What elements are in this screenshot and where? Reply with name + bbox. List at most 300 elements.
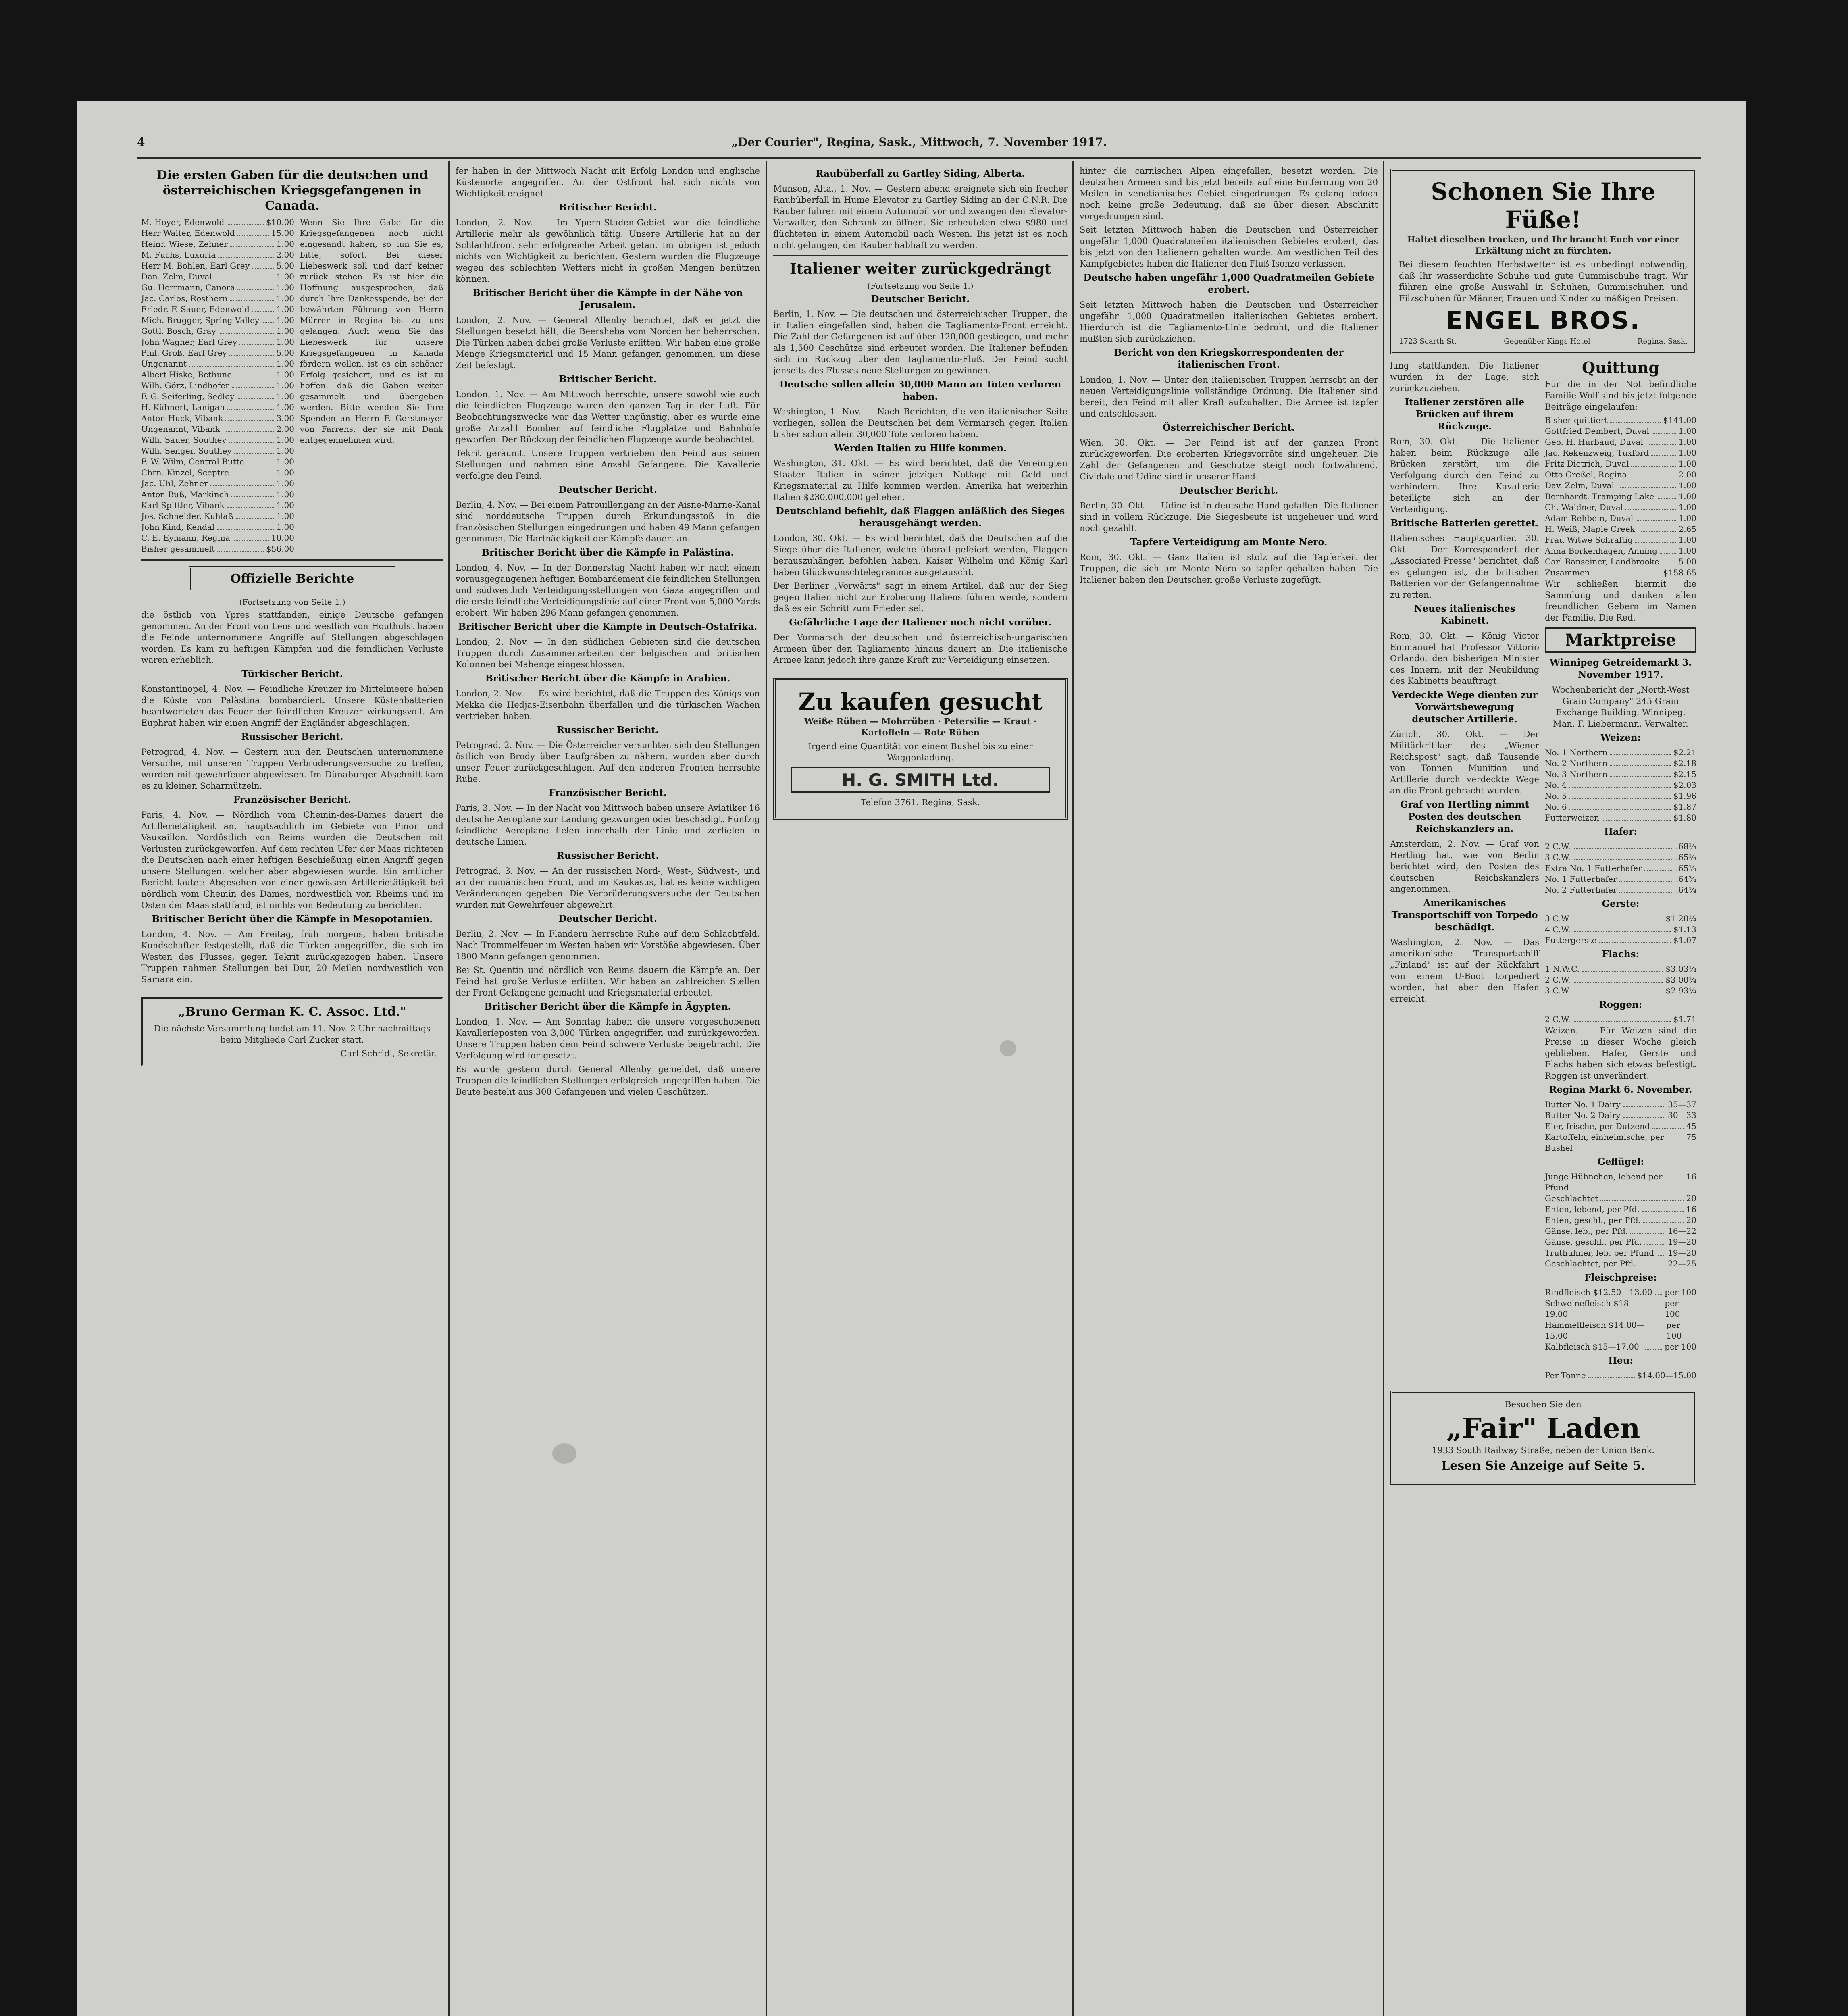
section-text: Berlin, 4. Nov. — Bei einem Patrouillengang an der Aisne-Marne-Kanal sind norddeutsche Truppen durch Erkundungsstoß in die französischen Stellungen eingedrungen und haben 49 Mann gefangen genommen. Die Hartnäckigkeit der Kämpfe dauert an. (456, 500, 760, 544)
quittung-closing: Wir schließen hiermit die Sammlung und danken allen freundlichen Gebern im Namen der Familie. Die Red. (1545, 579, 1696, 623)
quittung-row-label: Carl Banseiner, Landbrooke (1545, 557, 1659, 566)
price-row (1545, 1258, 1696, 1269)
quittung-total: $158.65 (1663, 568, 1696, 577)
donation-row-label: Jos. Schneider, Kuhlaß (141, 511, 233, 521)
price-row (1545, 935, 1696, 946)
price-row-label: Hammelfleisch $14.00—15.00 (1545, 1320, 1645, 1341)
club-ad-title: „Bruno German K. C. Assoc. Ltd." (178, 1005, 406, 1019)
club-ad (141, 997, 443, 1066)
price-row-value: 30—33 (1668, 1110, 1696, 1120)
donation-appeal: Wenn Sie Ihre Gabe für die Kriegsgefangenen noch nicht eingesandt haben, so tun Sie es, bitte, sofort. Bei dieser Liebeswerk soll und darf keiner zurück stehen. Es ist hier die Hoffnung ausgesprochen, daß durch Ihre Dankesspende, bei der bewährten Führung von Herrn Mürrer in Regina bis zu uns gelangen. Auch wenn Sie das Liebeswerk für unsere Kriegsgefangenen in Kanada fördern wollen, ist es ein schöner Erfolg gesichert, und es ist zu hoffen, daß die Gaben weiter gesammelt und übergeben werden. Bitte wenden Sie Ihre Spenden an Herrn F. Gerstmeyer von Farrens, der sie mit Dank entgegennehmen wird. (300, 217, 443, 445)
engel-bros-address: Regina, Sask. (1637, 337, 1688, 346)
price-row-value: per 100 (1665, 1287, 1696, 1297)
donation-row-label: M. Fuchs, Luxuria (141, 250, 216, 260)
section-text: Bei St. Quentin und nördlich von Reims dauern die Kämpfe an. Der Feind hat große Verluste erlitten. Wir haben an zahlreichen Stellen der Front Gefangene gemacht und Kriegsmaterial erbeutet. (456, 965, 760, 998)
donation-row-label: F. W. Wilm, Central Butte (141, 457, 244, 467)
price-row-label: Kalbfleisch $15—17.00 (1545, 1342, 1639, 1352)
section-title: Raubüberfall zu Gartley Siding, Alberta. (816, 168, 1025, 179)
price-row-value: $1.71 (1673, 1014, 1696, 1024)
offizielle-title-box (189, 566, 395, 591)
quittung-row (1545, 469, 1696, 480)
quittung-row-value: 1.00 (1678, 448, 1696, 458)
donation-row-label: Herr Walter, Edenwold (141, 228, 235, 238)
quittung-row-label: H. Weiß, Maple Creek (1545, 524, 1635, 534)
donation-row-label: Herr M. Bohlen, Earl Grey (141, 261, 250, 271)
price-list (1545, 1014, 1696, 1025)
donation-row-label: Jac. Uhl, Zehner (141, 479, 208, 488)
quittung-row-value: 1.00 (1678, 535, 1696, 545)
donation-row (141, 239, 294, 250)
price-row-label: 2 C.W. (1545, 841, 1571, 851)
price-row-value: .65¼ (1675, 852, 1696, 862)
donation-row-value: 1.00 (276, 392, 294, 401)
quittung-row-label: Frau Witwe Schraftig (1545, 535, 1633, 545)
page-header (137, 133, 1701, 153)
donation-row-label: Friedr. F. Sauer, Edenwold (141, 304, 250, 314)
price-row-label: Futtergerste (1545, 935, 1597, 945)
donation-row (141, 435, 294, 446)
price-row-label: No. 5 (1545, 791, 1567, 801)
price-row-label: No. 6 (1545, 802, 1567, 812)
price-row (1545, 975, 1696, 985)
donation-row (141, 260, 294, 271)
quittung-row (1545, 502, 1696, 513)
scan-smudge (1000, 1040, 1016, 1056)
quittung-row (1545, 491, 1696, 502)
price-row-label: No. 3 Northern (1545, 769, 1608, 779)
donation-row-value: 1.00 (276, 359, 294, 369)
price-row-value: $1.80 (1673, 813, 1696, 823)
donation-total-label: Bisher gesammelt (141, 544, 215, 554)
fair-laden-ad (1390, 1391, 1696, 1485)
price-row (1545, 758, 1696, 769)
section-title: Österreichischer Bericht. (1162, 422, 1295, 433)
donation-row-label: Mich. Brugger, Spring Valley (141, 315, 260, 325)
donation-row-label: Ungenannt (141, 359, 187, 369)
column-divider (766, 161, 767, 2016)
section-title: Deutscher Bericht. (558, 913, 657, 924)
section-title: Britische Batterien gerettet. (1390, 518, 1539, 529)
section-text: Paris, 3. Nov. — In der Nacht von Mittwoch haben unsere Aviatiker 16 deutsche Aeroplane zur Landung gezwungen oder beschädigt. Fünfzig feindliche Aeroplane fielen innerhalb der Linie und zerfielen in deutsche Linien. (456, 803, 760, 847)
price-row-label: Geschlachtet (1545, 1193, 1598, 1203)
section-title: Bericht von den Kriegskorrespondenten der italienischen Front. (1114, 347, 1344, 370)
section-title: Deutscher Bericht. (871, 294, 970, 304)
section-title: Tapfere Verteidigung am Monte Nero. (1130, 537, 1328, 548)
price-group-title: Heu: (1608, 1355, 1633, 1366)
price-row-label: No. 4 (1545, 780, 1567, 790)
price-row (1545, 1204, 1696, 1215)
price-row-value: per 100 (1666, 1320, 1682, 1341)
quittung-row (1545, 546, 1696, 556)
price-row-value: $2.03 (1673, 780, 1696, 790)
donation-row-label: Albert Hiske, Bethune (141, 370, 232, 379)
newspaper-page (77, 101, 1746, 2016)
donation-row-label: Phil. Groß, Earl Grey (141, 348, 227, 358)
donation-row-value: 1.00 (276, 522, 294, 532)
price-row-label: 3 C.W. (1545, 986, 1571, 996)
donation-row (141, 348, 294, 358)
price-row-value: $14.00—15.00 (1637, 1370, 1696, 1380)
price-row-value: 45 (1686, 1121, 1696, 1131)
price-list (1545, 1287, 1696, 1352)
quittung-row-label: Bisher quittiert (1545, 415, 1608, 425)
quittung-row-value: 1.00 (1678, 437, 1696, 447)
section-sub: (Fortsetzung von Seite 1.) (867, 281, 974, 291)
section-title: Amerikanisches Transportschiff von Torpedo beschädigt. (1391, 898, 1538, 933)
price-row (1545, 1171, 1696, 1193)
price-row (1545, 924, 1696, 935)
donation-row-label: Heinr. Wiese, Zehner (141, 239, 228, 249)
price-row-label: 2 C.W. (1545, 975, 1571, 985)
donation-row (141, 304, 294, 315)
section-text: Zürich, 30. Okt. — Der Militärkritiker des „Wiener Reichspost" sagt, daß Tausende von Tonnen Munition und Artillerie durch verdeckte Wege an die Front gebracht wurden. (1390, 729, 1539, 796)
section-text: lung stattfanden. Die Italiener wurden in der Lage, sich zurückzuziehen. (1390, 361, 1539, 393)
section-text: Paris, 4. Nov. — Nördlich vom Chemin-des-Dames dauert die Artillerietätigkeit an, hauptsächlich im Gebiete von Pinon und Vauxaillon. Nordöstlich von Reims wurden die Deutschen mit Verlusten zurückgeworfen. Auf dem rechten Ufer der Maas richteten die Deutschen nach einer heftigen Beschießung einen Angriff gegen unsere Stellungen, welcher aber abgewiesen wurde. Ein amtlicher Bericht lautet: Abgesehen von einer gewissen Artillerietätigkeit bei nördlich vom Chemin des Dames, nordwestlich von Rheims und im Osten der Maas stattfand, ist nichts von Bedeutung zu berichten. (141, 810, 443, 910)
section-title: Graf von Hertling nimmt Posten des deutschen Reichskanzlers an. (1400, 799, 1530, 834)
price-row-label: 1 N.W.C. (1545, 964, 1580, 974)
price-row (1545, 791, 1696, 802)
section-title: Britischer Bericht über die Kämpfe in Deutsch-Ostafrika. (458, 621, 758, 632)
price-row (1545, 913, 1696, 924)
quittung-row-label: Geo. H. Hurbaud, Duval (1545, 437, 1643, 447)
quittung-row-label: Ch. Waldner, Duval (1545, 502, 1623, 512)
section-text: Petrograd, 2. Nov. — Die Österreicher versuchten sich den Stellungen östlich von Brody über Laufgräben zu nähern, wurden aber durch unser Feuer zurückgeschlagen. Auf den anderen Fronten herrschte Ruhe. (456, 740, 760, 784)
donation-row-value: 15.00 (271, 228, 294, 238)
section-text: Seit letzten Mittwoch haben die Deutschen und Österreicher ungefähr 1,000 Quadratmeilen italienischen Gebietes erobert. Hierdurch ist die Tagliamento-Linie bedroht, und die Italiener mußten sich zurückziehen. (1080, 300, 1378, 344)
price-row-label: Geschlachtet, per Pfd. (1545, 1259, 1636, 1268)
section-text: Amsterdam, 2. Nov. — Graf von Hertling hat, wie von Berlin berichtet wird, den Posten des deutschen Reichskanzlers angenommen. (1390, 839, 1539, 894)
price-row-value: per 100 (1665, 1298, 1680, 1319)
section-title: Britischer Bericht. (559, 202, 657, 213)
section-text: London, 2. Nov. — General Allenby berichtet, daß er jetzt die Stellungen besetzt hält, die Beersheba vom Norden her beherrschen. Die Türken haben dabei große Verluste erlitten. Wir haben eine große Menge Kriegsmaterial und 15 Mann gefangen genommen, um diese Zeit befestigt. (456, 315, 760, 370)
donation-row (141, 391, 294, 402)
price-row-label: Enten, geschl., per Pfd. (1545, 1215, 1641, 1225)
price-row-label: Rindfleisch $12.50—13.00 (1545, 1287, 1652, 1297)
donation-row-value: 1.00 (276, 239, 294, 249)
quittung-row (1545, 535, 1696, 546)
price-row-label: Gänse, leb., per Pfd. (1545, 1226, 1628, 1236)
price-row-value: $2.15 (1673, 769, 1696, 779)
price-list (1545, 841, 1696, 896)
price-row (1545, 812, 1696, 823)
donation-row-label: Gottl. Bosch, Gray (141, 326, 216, 336)
section-title: Türkischer Bericht. (241, 669, 343, 679)
donation-row-label: Gu. Herrmann, Canora (141, 283, 235, 292)
section-text: Der Vormarsch der deutschen und österreichisch-ungarischen Armeen über den Tagliamento hinaus dauert an. Die italienische Armee kann jedoch ihre ganze Kraft zur Verteidigung einsetzen. (773, 633, 1068, 665)
donation-row (141, 217, 294, 228)
donation-row-label: Ungenannt, Vibank (141, 424, 220, 434)
price-row-value: $1.87 (1673, 802, 1696, 812)
quittung-row (1545, 426, 1696, 437)
section-title: Deutscher Bericht. (558, 484, 657, 495)
quittung-row-label: Gottfried Dembert, Duval (1545, 426, 1649, 436)
donation-row (141, 250, 294, 260)
section-text: Tekrit geräumt. Unsere Truppen vertrieben den Feind aus seinen Stellungen und nahmen eine Anzahl Gefangene. Die Kavallerie verfolgte den Feind. (456, 448, 760, 481)
zu-kaufen-ad-items: Weiße Rüben — Mohrrüben · Petersilie — Kraut · Kartoffeln — Rote Rüben (804, 716, 1037, 737)
price-row (1545, 964, 1696, 975)
section-title: Britischer Bericht über die Kämpfe in Arabien. (485, 673, 730, 684)
donation-row-value: 1.00 (276, 446, 294, 456)
section-title: Britischer Bericht. (559, 374, 657, 385)
section-title: Deutsche haben ungefähr 1,000 Quadratmeilen Gebiete erobert. (1083, 272, 1374, 295)
price-group-title: Geflügel: (1597, 1156, 1644, 1167)
market-source: Wochenbericht der „North-West Grain Company" 245 Grain Exchange Building, Winnipeg, Man. F. Liebermann, Verwalter. (1552, 685, 1690, 729)
quittung-row-value: 1.00 (1678, 481, 1696, 490)
page-number: 4 (137, 135, 145, 149)
donation-total: $56.00 (266, 544, 294, 554)
club-ad-sign: Carl Schridl, Sekretär. (340, 1049, 437, 1058)
price-row-label: Enten, lebend, per Pfd. (1545, 1204, 1640, 1214)
section-title: Verdeckte Wege dienten zur Vorwärtsbewegung deutscher Artillerie. (1392, 689, 1538, 725)
donation-row-value: 1.00 (276, 457, 294, 467)
price-row (1545, 1237, 1696, 1248)
column-divider (448, 161, 450, 2016)
price-row-value: 22—25 (1668, 1259, 1696, 1268)
market-title: Marktpreise (1545, 627, 1696, 653)
price-row-label: Schweinefleisch $18—19.00 (1545, 1298, 1637, 1319)
zu-kaufen-ad (773, 678, 1068, 820)
section-title: Gefährliche Lage der Italiener noch nicht vorüber. (789, 617, 1052, 628)
donation-row (141, 478, 294, 489)
section-text: London, 4. Nov. — In der Donnerstag Nacht haben wir nach einem vorausgegangenen heftigen Bombardement die feindlichen Stellungen und südwestlich Verteidigungsstellungen von Gaza angegriffen und die erste feindliche Verteidigungslinie auf einer Front von 5,000 Yards erobert. Wir haben 296 Mann gefangen genommen. (456, 563, 760, 618)
price-list (1545, 913, 1696, 946)
price-row-label: Futterweizen (1545, 813, 1599, 823)
quittung-row-value: $141.00 (1663, 415, 1696, 425)
price-row (1545, 1248, 1696, 1258)
offizielle-title: Offizielle Berichte (230, 572, 354, 586)
price-row-value: 20 (1686, 1193, 1696, 1203)
donation-row (141, 467, 294, 478)
price-row (1545, 780, 1696, 791)
donation-row-value: 1.00 (276, 337, 294, 347)
quittung-row-value: 1.00 (1678, 459, 1696, 469)
donation-row-label: John Wagner, Earl Grey (141, 337, 237, 347)
price-list (1545, 1370, 1696, 1381)
section-text: Der Berliner „Vorwärts" sagt in einem Artikel, daß nur der Sieg gegen Italien nicht zur Eroberung Italiens führen werde, sondern daß es ein Schritt zum Frieden sei. (773, 581, 1068, 613)
donation-row-label: Jac. Carlos, Rosthern (141, 294, 228, 303)
quittung-row (1545, 480, 1696, 491)
quittung-list (1545, 415, 1696, 567)
donation-row-label: Karl Spittler, Vibank (141, 500, 225, 510)
quittung-row-label: Bernhardt, Tramping Lake (1545, 492, 1654, 501)
donation-row (141, 511, 294, 522)
market-note: Weizen. — Für Weizen sind die Preise in dieser Woche gleich geblieben. Hafer, Gerste und Flachs haben sich etwas befestigt. Roggen ist unverändert. (1545, 1026, 1696, 1081)
quittung-row (1545, 524, 1696, 535)
quittung-total-label: Zusammen (1545, 568, 1590, 577)
price-row (1545, 885, 1696, 896)
quittung-row-label: Adam Rehbein, Duval (1545, 513, 1634, 523)
section-text: Es wurde gestern durch General Allenby gemeldet, daß unsere Truppen die feindlichen Stellungen erfolgreich angegriffen haben. Die Beute besteht aus 300 Gefangenen und vielen Geschützen. (456, 1064, 760, 1097)
zu-kaufen-ad-company: H. G. SMITH Ltd. (791, 767, 1050, 793)
donation-row (141, 522, 294, 533)
donation-row-value: 1.00 (276, 500, 294, 510)
engel-bros-ad-text: Bei diesem feuchten Herbstwetter ist es unbedingt notwendig, daß Ihr wasserdichte Schuhe und gute Gummischuhe tragt. Wir führen eine große Auswahl in Schuhen, Gummischuhen und Filzschuhen für Männer, Frauen und Kinder zu mäßigen Preisen. (1399, 260, 1688, 303)
donation-row (141, 456, 294, 467)
club-ad-text: Die nächste Versammlung findet am 11. Nov. 2 Uhr nachmittags beim Mitgliede Carl Zucker statt. (154, 1024, 431, 1045)
section-title: Werden Italien zu Hilfe kommen. (834, 443, 1007, 454)
donation-row (141, 500, 294, 511)
donation-row (141, 424, 294, 435)
donation-row-value: $10.00 (266, 217, 294, 227)
donation-row-label: C. E. Eymann, Regina (141, 533, 230, 543)
section-text: hinter die carnischen Alpen eingefallen, besetzt worden. Die deutschen Armeen sind bis jetzt bereits auf eine Entfernung von 20 Meilen in venetianisches Gebiet eingedrungen. Es gelang jedoch noch keine große Bedeutung, daß sie über diesen Abschnitt vorgedrungen sind. (1080, 166, 1378, 221)
section-title: Britischer Bericht über die Kämpfe in Palästina. (481, 547, 734, 558)
donation-row (141, 369, 294, 380)
section-title: Britischer Bericht über die Kämpfe in Mesopotamien. (152, 914, 433, 925)
fair-laden-cta: Lesen Sie Anzeige auf Seite 5. (1441, 1459, 1645, 1473)
donation-row-label: H. Kühnert, Lanigan (141, 402, 225, 412)
engel-bros-ad (1390, 169, 1696, 354)
donation-row-value: 1.00 (276, 304, 294, 314)
section-text: London, 1. Nov. — Am Mittwoch herrschte, unsere sowohl wie auch die feindlichen Flugzeuge waren den ganzen Tag in der Luft. Für Beobachtungszwecke war das Wetter ungünstig, aber es wurde eine große Anzahl Bomben auf feindliche Flugplätze und Bahnhöfe geworfen. Der Rückzug der feindlichen Flugzeuge wurde beobachtet. (456, 389, 760, 444)
price-row (1545, 802, 1696, 812)
price-row-label: No. 1 Futterhafer (1545, 874, 1617, 884)
price-list (1545, 747, 1696, 823)
zu-kaufen-ad-contact: Telefon 3761. Regina, Sask. (860, 798, 980, 807)
price-row-value: 16—22 (1668, 1226, 1696, 1236)
section-text: Berlin, 30. Okt. — Udine ist in deutsche Hand gefallen. Die Italiener sind in vollem Rückzuge. Die Siegesbeute ist ungeheuer und wird noch gezählt. (1080, 501, 1378, 533)
section-text: fer haben in der Mittwoch Nacht mit Erfolg London und englische Küstenorte angegriffen. An der Ostfront hat sich nichts von Wichtigkeit ereignet. (456, 166, 760, 198)
zu-kaufen-ad-text: Irgend eine Quantität von einem Bushel bis zu einer Waggonladung. (808, 741, 1033, 762)
engel-bros-ad-title: Schonen Sie Ihre Füße! (1431, 178, 1656, 233)
donation-row-value: 1.00 (276, 370, 294, 379)
engel-bros-logo: ENGEL BROS. (1446, 306, 1641, 335)
donation-row-value: 10.00 (271, 533, 294, 543)
section-rule (773, 255, 1068, 256)
scan-smudge (552, 1443, 576, 1464)
section-text: Konstantinopel, 4. Nov. — Feindliche Kreuzer im Mittelmeere haben die Küste von Palästina bombardiert. Unsere Küstenbatterien beantworteten das Feuer der feindlichen Kreuzer wirkungsvoll. Am Euphrat haben wir einen Angriff der Engländer abgeschlagen. (141, 684, 443, 728)
donation-row (141, 326, 294, 337)
donation-row-label: Wilh. Görz, Lindhofer (141, 381, 229, 390)
section-title: Deutsche sollen allein 30,000 Mann an Toten verloren haben. (779, 379, 1061, 402)
donation-row-value: 1.00 (276, 381, 294, 390)
price-row-label: Truthühner, leb. per Pfund (1545, 1248, 1654, 1258)
donation-row-label: John Kind, Kendal (141, 522, 215, 532)
donation-row (141, 489, 294, 500)
donation-row-value: 1.00 (276, 402, 294, 412)
price-list (1545, 1171, 1696, 1269)
quittung-row-label: Fritz Dietrich, Duval (1545, 459, 1629, 469)
quittung-row-value: 1.00 (1678, 513, 1696, 523)
section-title: Französischer Bericht. (233, 794, 352, 805)
engel-bros-ad-sub: Haltet dieselben trocken, und Ihr braucht Euch vor einer Erkältung nicht zu fürchten. (1407, 234, 1679, 256)
section-text: Washington, 2. Nov. — Das amerikanische Transportschiff „Finland" ist auf der Rückfahrt von einem U-Boot torpediert worden, hat aber den Hafen erreicht. (1390, 937, 1539, 1004)
engel-bros-address: Gegenüber Kings Hotel (1504, 337, 1590, 346)
quittung-row-label: Jac. Rekenzweig, Tuxford (1545, 448, 1649, 458)
donation-row-value: 1.00 (276, 272, 294, 281)
price-row-value: 16 (1686, 1204, 1696, 1214)
section-title: Neues italienisches Kabinett. (1414, 603, 1515, 626)
price-row-value: 16 (1686, 1172, 1696, 1181)
donation-row (141, 315, 294, 326)
price-row-label: No. 2 Northern (1545, 758, 1608, 768)
donation-row-label: Wilh. Senger, Southey (141, 446, 232, 456)
quittung-row-value: 1.00 (1678, 546, 1696, 556)
zu-kaufen-ad-title: Zu kaufen gesucht (798, 688, 1043, 715)
quittung-row-label: Dav. Zelm, Duval (1545, 481, 1614, 490)
section-text: London, 2. Nov. — Es wird berichtet, daß die Truppen des Königs von Mekka die Hedjas-Eisenbahn überfallen und die türkischen Wachen vertrieben haben. (456, 689, 760, 721)
price-row-value: $1.13 (1673, 925, 1696, 934)
price-row-label: No. 2 Futterhafer (1545, 885, 1617, 895)
section-text: Petrograd, 4. Nov. — Gestern nun den Deutschen unternommene Versuche, mit unseren Truppen Verbrüderungsversuche zu treffen, wurden mit gewehrfeuer abgewiesen. Im Dünaburger Abschnitt kam es zu kleinen Scharmützeln. (141, 747, 443, 791)
price-row (1545, 1215, 1696, 1226)
section-text: Rom, 30. Okt. — König Victor Emmanuel hat Professor Vittorio Orlando, den bisherigen Minister des Innern, mit der Neubildung des Kabinetts beauftragt. (1390, 631, 1539, 686)
price-group-title: Hafer: (1604, 826, 1637, 837)
section-text: Munson, Alta., 1. Nov. — Gestern abend ereignete sich ein frecher Raubüberfall in Hume Elevator zu Gartley Siding an der C.N.R. Die Räuber fuhren mit einem Automobil vor und zwangen den Elevator-Verwalter, den Schrank zu öffnen. Sie erbeuteten etwa $980 und flüchteten in einem Automobil nach Westen. Bis jetzt ist es noch nicht gelungen, der Räuber habhaft zu werden. (773, 184, 1068, 250)
masthead: „Der Courier", Regina, Sask., Mittwoch, 7. November 1917. (731, 135, 1107, 149)
donation-row-label: Chrn. Kinzel, Sceptre (141, 468, 229, 477)
price-row (1545, 1226, 1696, 1237)
quittung-row-value: 2.00 (1678, 470, 1696, 479)
donation-row (141, 402, 294, 413)
quittung-row (1545, 437, 1696, 448)
donation-row-label: Wilh. Sauer, Southey (141, 435, 227, 445)
main-headline: Italiener weiter zurückgedrängt (789, 260, 1051, 277)
column-4 (1080, 165, 1378, 2016)
donation-row (141, 282, 294, 293)
quittung-row-value: 5.00 (1678, 557, 1696, 566)
section-text: London, 1. Nov. — Unter den italienischen Truppen herrscht an der neuen Verteidigungslinie vollständige Ordnung. Die Italiener sind bereit, den Feind mit aller Kraft aufzuhalten. Die Armee ist tapfer und entschlossen. (1080, 375, 1378, 419)
price-row (1545, 1341, 1696, 1352)
donation-row (141, 293, 294, 304)
quittung-title: Quittung (1582, 358, 1660, 377)
fair-laden-title: „Fair" Laden (1446, 1412, 1640, 1445)
donation-row-value: 1.00 (276, 294, 294, 303)
section-rule (141, 559, 443, 561)
price-row (1545, 863, 1696, 874)
price-row-value: 19—20 (1668, 1248, 1696, 1258)
section-title: Russischer Bericht. (241, 731, 343, 742)
donation-row (141, 380, 294, 391)
price-row (1545, 747, 1696, 758)
donation-row-label: Dan. Zelm, Duval (141, 272, 212, 281)
price-list (1545, 1099, 1696, 1154)
price-row-value: $2.18 (1673, 758, 1696, 768)
donation-row-label: Anton Buß, Markinch (141, 489, 229, 499)
price-row-label: Eier, frische, per Dutzend (1545, 1121, 1650, 1131)
quittung-intro: Für die in der Not befindliche Familie Wolf sind bis jetzt folgende Beiträge eingelaufen: (1545, 379, 1696, 412)
section-text: Seit letzten Mittwoch haben die Deutschen und Österreicher ungefähr 1,000 Quadratmeilen italienischen Gebietes erobert, das bis jetzt von den Italienern gehalten wurde. Am westlichen Teil des Kampfgebietes haben die Italiener den Fluß Isonzo verlassen. (1080, 225, 1378, 269)
section-title: Französischer Bericht. (549, 787, 667, 798)
column-divider (1383, 161, 1384, 2016)
section-text: Petrograd, 3. Nov. — An der russischen Nord-, West-, Südwest-, und an der rumänischen Front, und im Kaukasus, hat es keine wichtigen Veränderungen gegeben. Die Verbrüderungsversuche der Deutschen wurden mit Gewehrfeuer abgewehrt. (456, 866, 760, 910)
section-text: London, 30. Okt. — Es wird berichtet, daß die Deutschen auf die Siege über die Italiener, welche überall gefeiert werden, Flaggen herauszuhängen befohlen haben. Kaiser Wilhelm und König Karl haben Glückwunschtelegramme ausgetauscht. (773, 533, 1068, 577)
donation-row-value: 3.00 (276, 413, 294, 423)
column-3 (773, 165, 1068, 2016)
price-row-label: Butter No. 2 Dairy (1545, 1110, 1621, 1120)
price-row (1545, 874, 1696, 885)
section-text: Wien, 30. Okt. — Der Feind ist auf der ganzen Front zurückgeworfen. Die eroberten Kriegsvorräte sind ungeheuer. Die Zahl der Gefangenen und Geschütze steigt noch fortwährend. Cividale und Udine sind in unserer Hand. (1080, 438, 1378, 481)
price-row-label: 4 C.W. (1545, 925, 1571, 934)
price-row-label: Butter No. 1 Dairy (1545, 1100, 1621, 1109)
section-text: Rom, 30. Okt. — Die Italiener haben beim Rückzuge alle Brücken zerstört, um die Verfolgung durch den Feind zu verhindern. Ihre Kavallerie beteiligte sich an der Verteidigung. (1390, 437, 1539, 514)
donation-row-value: 1.00 (276, 479, 294, 488)
donation-row-value: 1.00 (276, 283, 294, 292)
quittung-row-value: 1.00 (1678, 426, 1696, 436)
section-text: Berlin, 1. Nov. — Die deutschen und österreichischen Truppen, die in Italien eingefallen sind, haben die Tagliamento-Front erreicht. Die Zahl der Gefangenen ist auf über 120,000 gestiegen, und mehr als 1,500 Geschütze sind erbeutet worden. Die Italiener befinden sich im Rückzug über den Tagliamento-Fluß. Der Feind sucht jenseits des Flusses neue Stellungen zu gewinnen. (773, 309, 1068, 375)
donation-total-row (141, 544, 294, 554)
section-title: Italiener zerstören alle Brücken auf ihrem Rückzuge. (1405, 397, 1525, 432)
column-2 (456, 165, 760, 2016)
donation-row-value: 5.00 (276, 348, 294, 358)
price-row-value: $2.21 (1673, 748, 1696, 757)
donation-row (141, 533, 294, 544)
price-row-label: Kartoffeln, einheimische, per Bushel (1545, 1132, 1664, 1153)
donation-row (141, 358, 294, 369)
donation-row (141, 337, 294, 348)
donation-row (141, 413, 294, 424)
donation-row (141, 228, 294, 239)
